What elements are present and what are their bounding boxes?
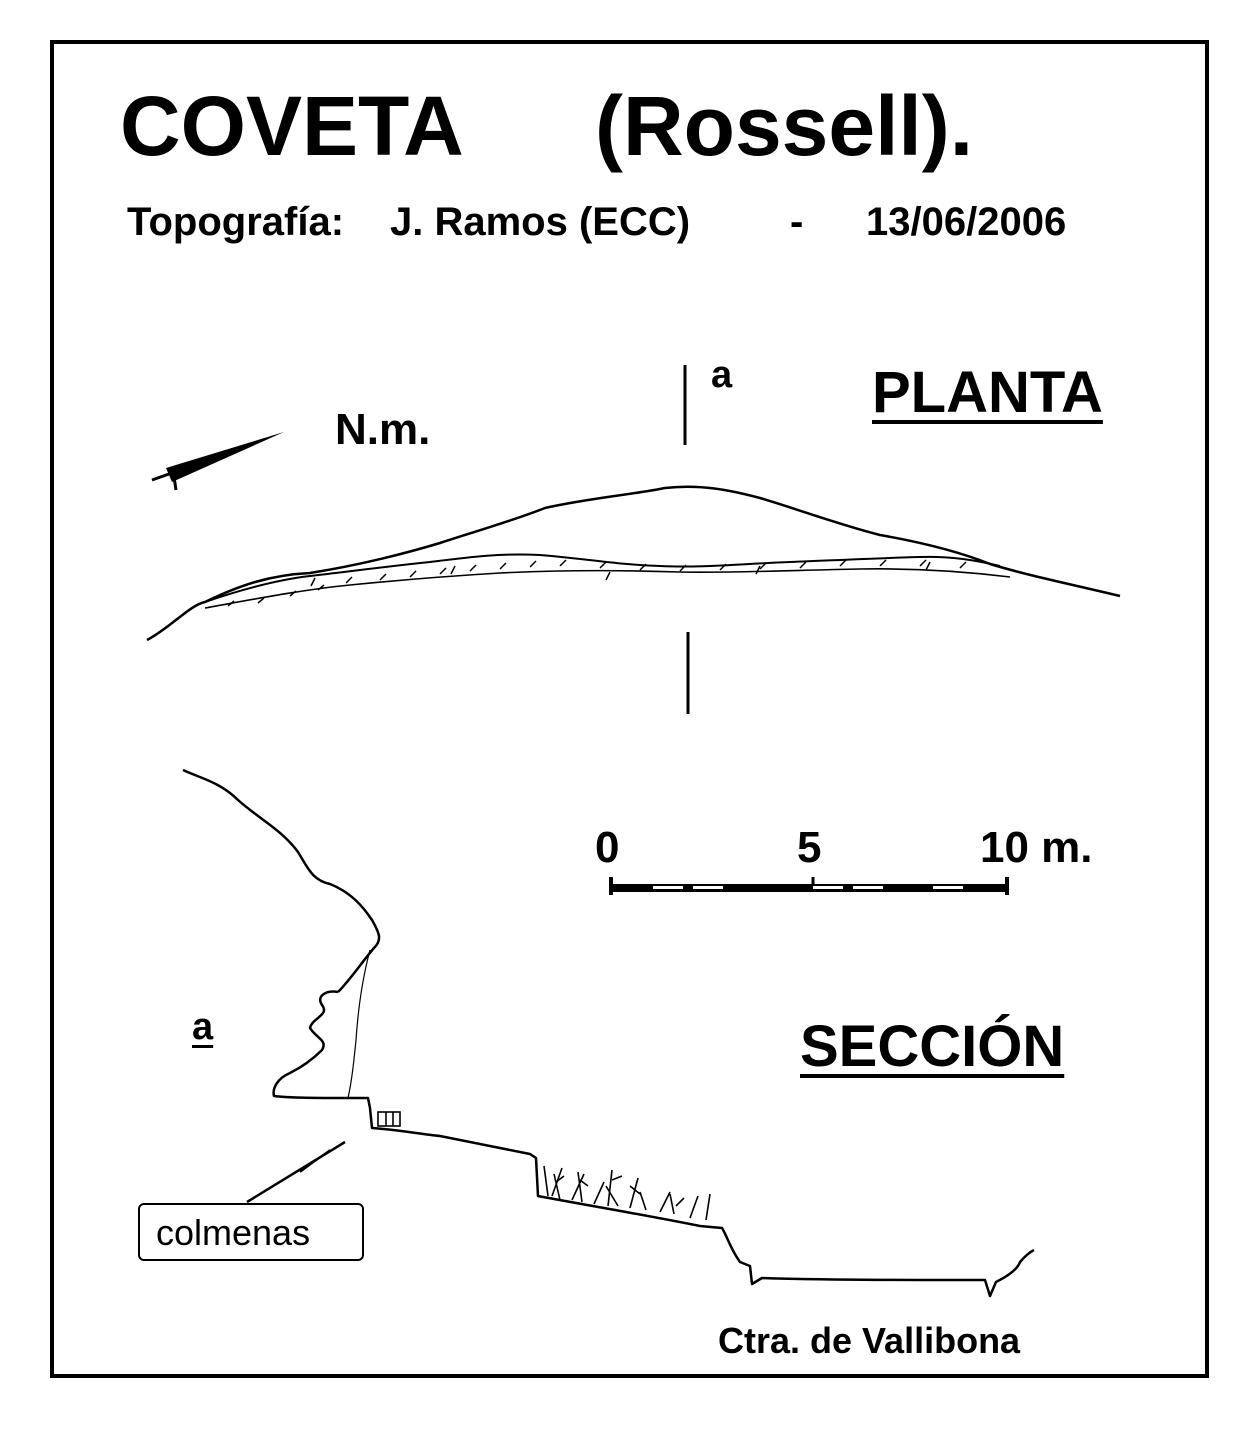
scale-tick-5: 5 [797,823,822,872]
cave-name: COVETA [120,79,464,173]
survey-label: Topografía: [127,200,345,244]
plan-outline [147,487,1120,640]
road-label: Ctra. de Vallibona [718,1320,1021,1361]
survey-date: 13/06/2006 [866,200,1067,244]
north-label: N.m. [335,405,431,454]
scale-tick-10: 10 m. [980,823,1093,872]
callout-leader-tail [300,1150,330,1172]
cave-location: (Rossell). [595,79,974,173]
section-marker-plan: a [711,354,733,396]
section-marker-profile: a [192,1006,214,1048]
section-view-label: SECCIÓN [800,1014,1065,1079]
survey-author: J. Ramos (ECC) [390,200,691,244]
north-arrow-icon [152,432,284,490]
scale-tick-0: 0 [595,823,620,872]
survey-separator: - [790,200,804,244]
scale-bar [611,877,1007,895]
plan-view-label: PLANTA [872,360,1103,425]
callout-label: colmenas [156,1212,311,1253]
beehives-icon [378,1112,400,1126]
